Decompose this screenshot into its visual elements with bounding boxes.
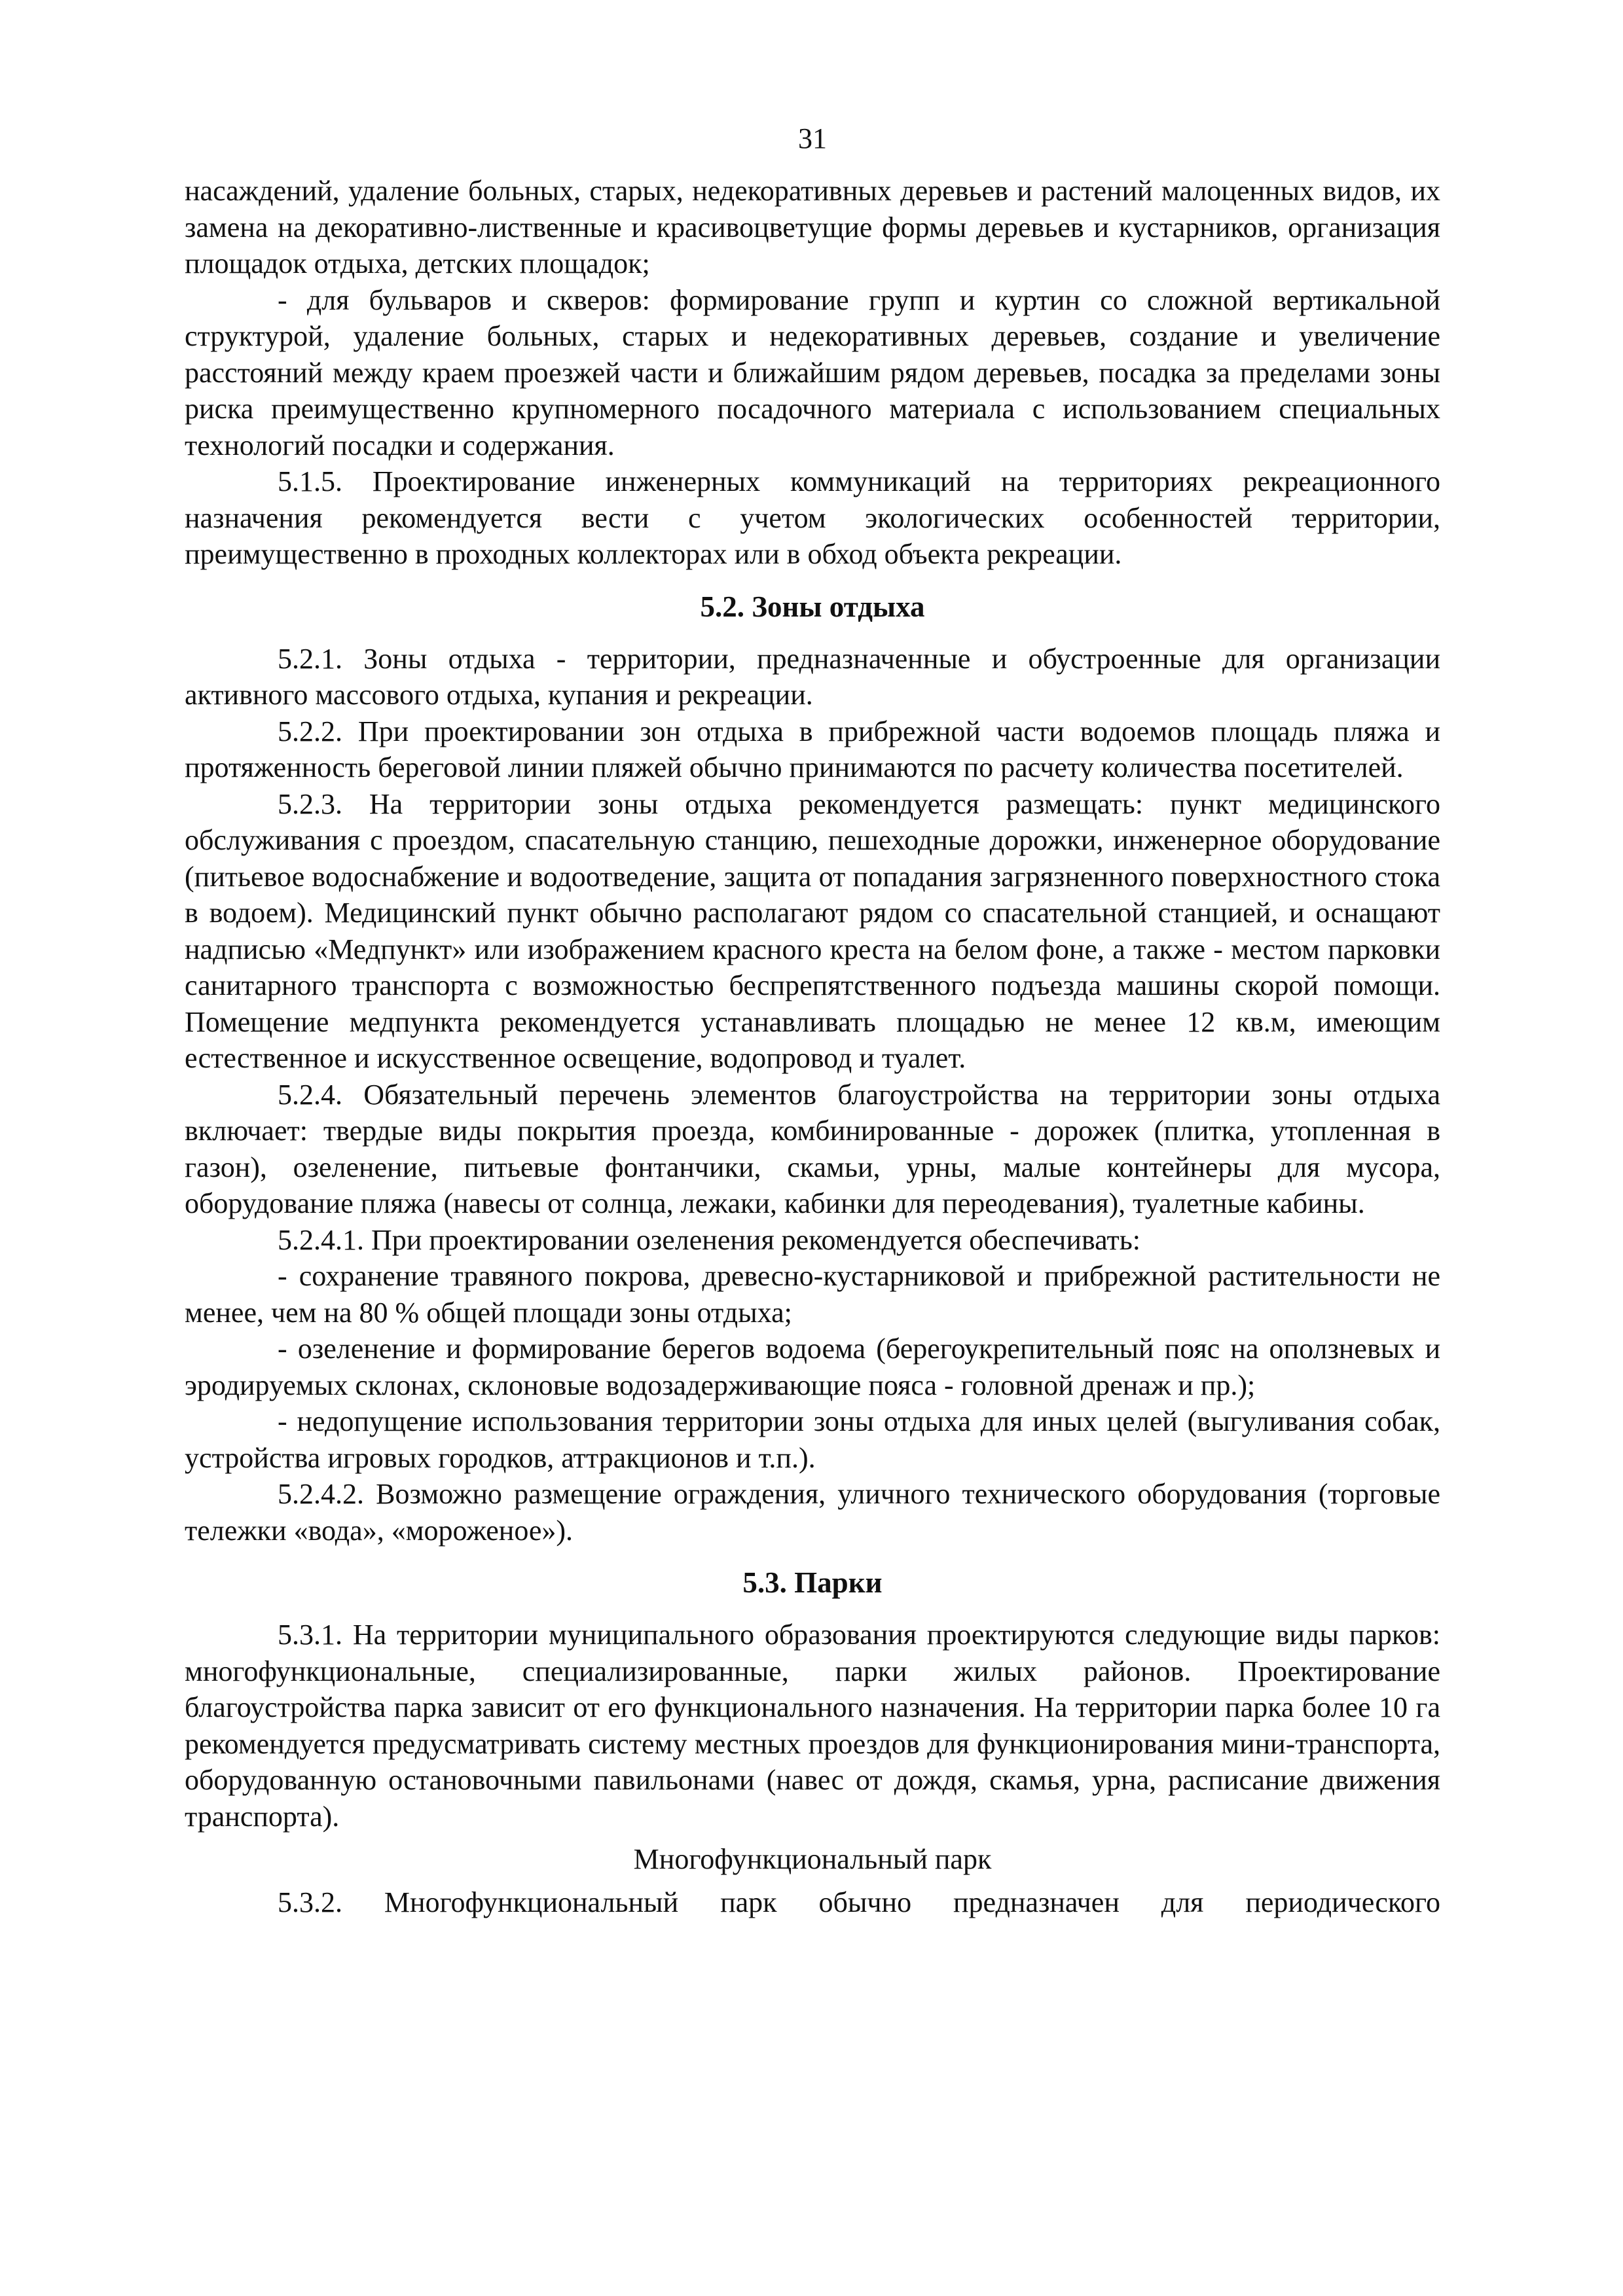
subheading-multifunctional-park: Многофункциональный парк	[633, 1843, 992, 1875]
document-page	[185, 124, 1440, 1920]
paragraph-5-2-4: 5.2.4. Обязательный перечень элементов благоустройства на территории зоны отдыха включает: твердые виды покрытия проезда, комбинированные - дорожек (плитка, утопленная в газон), озеленение, питьевые фонтанчики, скамьи, урны, малые контейнеры для мусора, оборудование пляжа (навесы от солнца, лежаки, кабинки для переодевания), туалетные кабины.	[185, 1078, 1440, 1219]
paragraph-5-3-1: 5.3.1. На территории муниципального образования проектируются следующие виды парков: многофункциональные, специализированные, парки жилых районов. Проектирование благоустройства парка зависит от его функционального назначения. На территории парка более 10 га рекомендуется предусматривать систему местных проездов для функционирования мини-транспорта, оборудованную остановочными павильонами (навес от дождя, скамья, урна, расписание движения транспорта).	[185, 1619, 1440, 1833]
paragraph-boulevards: - для бульваров и скверов: формирование групп и куртин со сложной вертикальной структурой, удаление больных, старых и недекоративных деревьев, создание и увеличение расстояний между краем проезжей части и ближайшим рядом деревьев, посадка за пределами зоны риска преимущественно крупномерного посадочного материала с использованием специальных технологий посадки и содержания.	[185, 283, 1440, 461]
paragraph-5-3-2: 5.3.2. Многофункциональный парк обычно предназначен для периодического	[278, 1886, 1440, 1918]
paragraph-5-1-5: 5.1.5. Проектирование инженерных коммуникаций на территориях рекреационного назначения рекомендуется вести с учетом экологических особенностей территории, преимущественно в проходных коллекторах или в обход объекта рекреации.	[185, 465, 1440, 570]
section-heading-5-3: 5.3. Парки	[742, 1566, 883, 1599]
paragraph-5-2-4-1: 5.2.4.1. При проектировании озеленения рекомендуется обеспечивать:	[278, 1223, 1141, 1256]
paragraph-5-2-4-2: 5.2.4.2. Возможно размещение ограждения, уличного технического оборудования (торговые тележки «вода», «мороженое»).	[185, 1478, 1440, 1547]
paragraph-5-2-3: 5.2.3. На территории зоны отдыха рекомендуется размещать: пункт медицинского обслуживания с проездом, спасательную станцию, пешеходные дорожки, инженерное оборудование (питьевое водоснабжение и водоотведение, защита от попадания загрязненного поверхностного стока в водоем). Медицинский пункт обычно располагают рядом со спасательной станцией, и оснащают надписью «Медпункт» или изображением красного креста на белом фоне, а также - местом парковки санитарного транспорта с возможностью беспрепятственного подъезда машины скорой помощи. Помещение медпункта рекомендуется устанавливать площадью не менее 12 кв.м, имеющим естественное и искусственное освещение, водопровод и туалет.	[185, 787, 1440, 1074]
paragraph-5-2-1: 5.2.1. Зоны отдыха - территории, предназначенные и обустроенные для организации активного массового отдыха, купания и рекреации.	[185, 642, 1440, 711]
paragraph-continuation: насаждений, удаление больных, старых, недекоративных деревьев и растений малоценных видов, их замена на декоративно-лиственные и красивоцветущие формы деревьев и кустарников, организация площадок отдыха, детских площадок;	[185, 175, 1440, 279]
list-item-shore-greening: - озеленение и формирование берегов водоема (берегоукрепительный пояс на оползневых и эродируемых склонах, склоновые водозадерживающие пояса - головной дренаж и пр.);	[185, 1333, 1440, 1401]
page-number: 31	[798, 122, 827, 154]
list-item-grass-cover: - сохранение травяного покрова, древесно-кустарниковой и прибрежной растительности не менее, чем на 80 % общей площади зоны отдыха;	[185, 1260, 1440, 1329]
list-item-no-other-use: - недопущение использования территории зоны отдыха для иных целей (выгуливания собак, устройства игровых городков, аттракционов и т.п.).	[185, 1405, 1440, 1474]
paragraph-5-2-2: 5.2.2. При проектировании зон отдыха в прибрежной части водоемов площадь пляжа и протяженность береговой линии пляжей обычно принимаются по расчету количества посетителей.	[185, 715, 1440, 783]
section-heading-5-2: 5.2. Зоны отдыха	[700, 590, 925, 623]
